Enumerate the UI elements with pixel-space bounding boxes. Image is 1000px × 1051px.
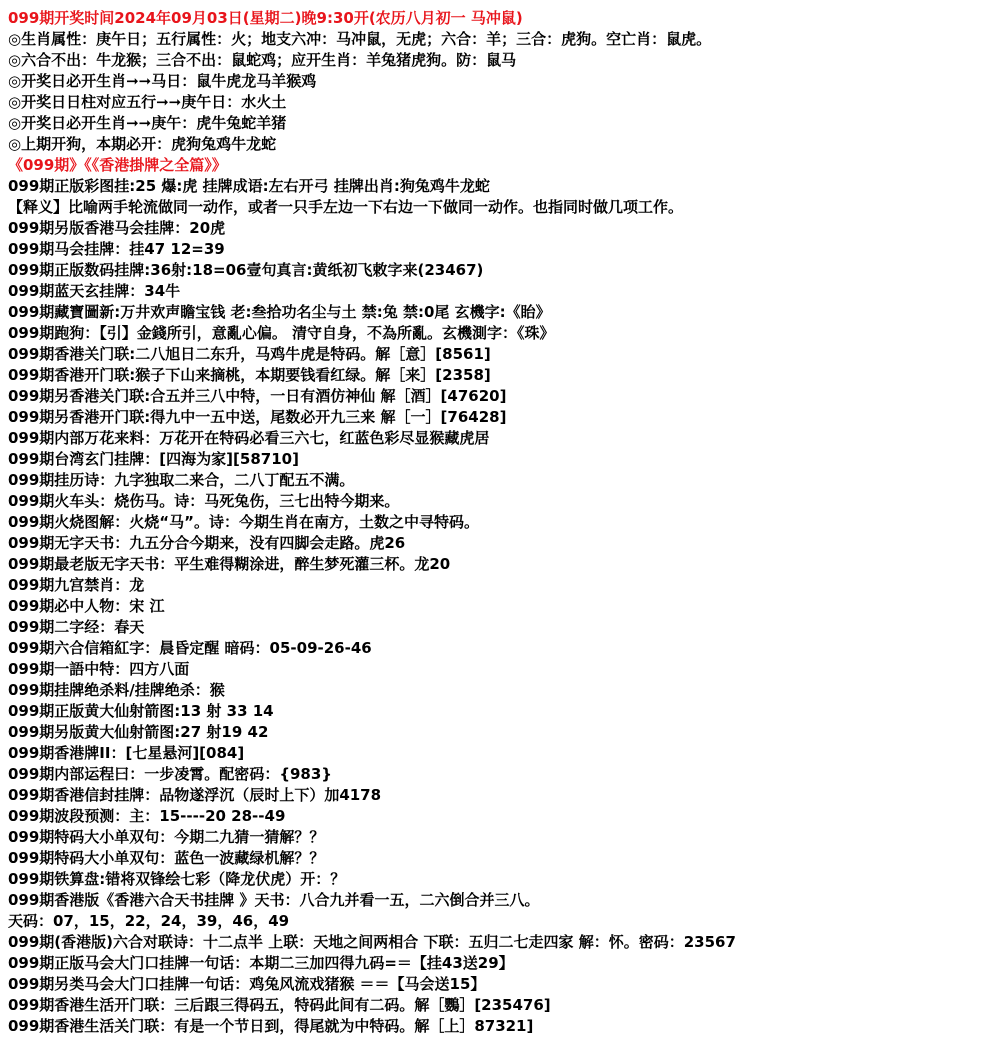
document-body — [8, 8, 992, 1037]
text-line: 099期另类马会大门口挂牌一句话：鸡兔风流戏猪猴 ＝＝【马会送15】 — [8, 975, 486, 993]
text-line: 099期蓝天玄挂牌：34牛 — [8, 282, 181, 300]
text-line: 099期藏寶圖新:万井欢声瞻宝钱 老:叁拾功名尘与土 禁:兔 禁:0尾 玄機字:《眙》 — [8, 303, 551, 321]
text-line: 099期内部运程曰：一步凌霄。配密码：{983} — [8, 765, 332, 783]
text-line: ◎上期开狗，本期必开：虎狗兔鸡牛龙蛇 — [8, 135, 277, 153]
text-line: 099期火烧图解：火烧“马”。诗：今期生肖在南方，土数之中寻特码。 — [8, 513, 480, 531]
text-line: 099期内部万花来料：万花开在特码必看三六七，红蓝色彩尽显猴藏虎居 — [8, 429, 490, 447]
text-line: 099期香港关门联:二八旭日二东升，马鸡牛虎是特码。解［意］[8561] — [8, 345, 491, 363]
text-line: 天码：07，15，22，24，39，46，49 — [8, 912, 290, 930]
text-line: 099期台湾玄门挂牌：[四海为家][58710] — [8, 450, 299, 468]
text-line: 099期另香港关门联:合五并三八中特，一日有酒仿神仙 解［酒］[47620] — [8, 387, 507, 405]
text-line: 099期香港版《香港六合天书挂牌 》天书：八合九并看一五，二六倒合并三八。 — [8, 891, 540, 909]
text-line: 099期六合信箱紅字：晨昏定醒 暗码：05-09-26-46 — [8, 639, 372, 657]
text-line: 099期马会挂牌：挂47 12=39 — [8, 240, 225, 258]
text-line: ◎开奖日必开生肖➞➞庚午：虎牛兔蛇羊猪 — [8, 114, 287, 132]
text-line: ◎生肖属性：庚午日；五行属性：火；地支六冲：马冲鼠，无虎；六合：羊；三合：虎狗。空亡肖：鼠虎。 — [8, 30, 712, 48]
text-line: 099期特码大小单双句：今期二九猜一猜解？？ — [8, 828, 325, 846]
text-line: 099期九宫禁肖：龙 — [8, 576, 145, 594]
text-line: 099期跑狗：【引】金錢所引，意亂心偏。 清守自身，不為所亂。玄機測字：《珠》 — [8, 324, 555, 342]
text-line: 099期(香港版)六合对联诗：十二点半 上联：天地之间两相合 下联：五归二七走四家 解：怀。密码：23567 — [8, 933, 736, 951]
text-line: 099期香港牌II：[七星悬河][084] — [8, 744, 245, 762]
text-line: ◎六合不出：牛龙猴；三合不出：鼠蛇鸡；应开生肖：羊兔猪虎狗。防：鼠马 — [8, 51, 517, 69]
text-line: 099期最老版无字天书：平生难得糊涂进，醉生梦死灌三杯。龙20 — [8, 555, 451, 573]
text-line: 099期香港生活关门联：有是一个节日到，得尾就为中特码。解［上］87321] — [8, 1017, 534, 1035]
text-line: 099期特码大小单双句：蓝色一波藏绿机解？？ — [8, 849, 325, 867]
text-line: 099期正版数码挂牌:36射:18=06壹句真言:黄纸初飞敕字来(23467) — [8, 261, 484, 279]
text-line: 099期香港开门联:猴子下山来摘桃，本期要钱看红绿。解［来］[2358] — [8, 366, 491, 384]
text-line: ◎开奖日日柱对应五行➞➞庚午日：水火土 — [8, 93, 287, 111]
highlight-line: 《099期》《《香港掛牌之全篇》》 — [8, 156, 227, 174]
text-line: 099期另香港开门联:得九中一五中送，尾数必开九三来 解［一］[76428] — [8, 408, 507, 426]
text-line: 099期挂牌绝杀料/挂牌绝杀：猴 — [8, 681, 225, 699]
text-line: 099期铁算盘:错将双锋绘七彩（降龙伏虎）开：？ — [8, 870, 346, 888]
text-line: 099期火车头：烧伤马。诗：马死兔伤，三七出特今期来。 — [8, 492, 400, 510]
text-line: ◎开奖日必开生肖➞➞马日：鼠牛虎龙马羊猴鸡 — [8, 72, 317, 90]
text-line: 099期香港生活开门联：三后跟三得码五，特码此间有二码。解［鸚］[235476] — [8, 996, 551, 1014]
text-line: 099期波段预测：主：15----20 28--49 — [8, 807, 286, 825]
text-line: 099期正版马会大门口挂牌一句话：本期二三加四得九码=＝【挂43送29】 — [8, 954, 514, 972]
text-line: 099期无字天书：九五分合今期来，没有四脚会走路。虎26 — [8, 534, 406, 552]
text-line: 099期香港信封挂牌：品物遂浮沉（辰时上下）加4178 — [8, 786, 382, 804]
text-line: 099期挂历诗：九字独取二来合，二八丁配五不满。 — [8, 471, 355, 489]
highlight-line: 099期开奖时间2024年09月03日(星期二)晚9:30开(农历八月初一 马冲鼠) — [8, 9, 523, 27]
text-line: 099期另版黄大仙射箭图:27 射19 42 — [8, 723, 269, 741]
text-line: 099期必中人物：宋 江 — [8, 597, 165, 615]
text-line: 099期一語中特：四方八面 — [8, 660, 190, 678]
text-line: 099期正版黄大仙射箭图:13 射 33 14 — [8, 702, 274, 720]
text-line: 099期正版彩图挂:25 爆:虎 挂牌成语:左右开弓 挂牌出肖:狗兔鸡牛龙蛇 — [8, 177, 490, 195]
text-line: 【释义】比喻两手轮流做同一动作，或者一只手左边一下右边一下做同一动作。也指同时做几项工作。 — [8, 198, 684, 216]
text-line: 099期二字经：春天 — [8, 618, 145, 636]
text-line: 099期另版香港马会挂牌：20虎 — [8, 219, 226, 237]
